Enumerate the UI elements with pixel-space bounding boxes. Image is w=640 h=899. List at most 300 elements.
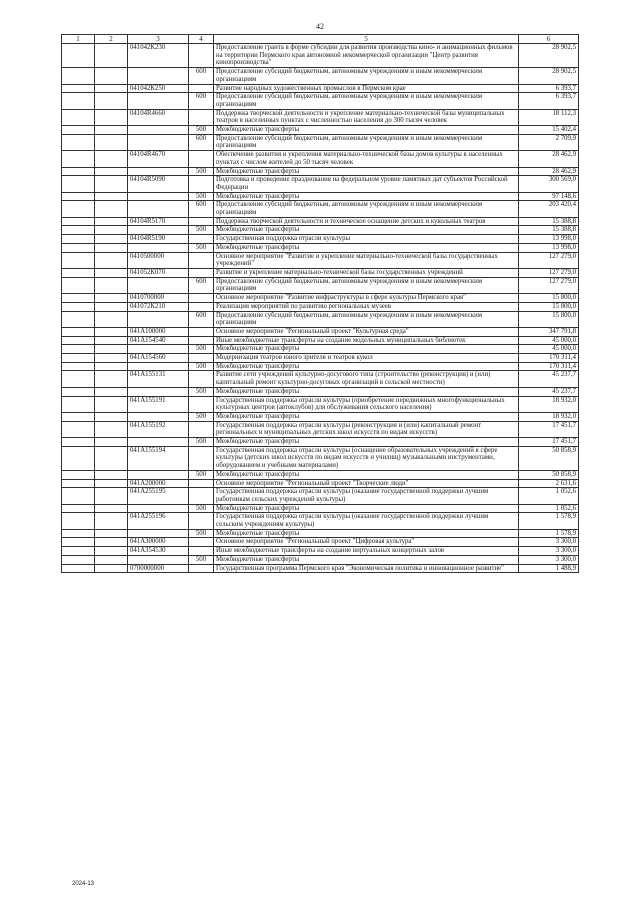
- cell-code: 04104R5190: [128, 235, 189, 244]
- cell-amount: 203 420,4: [519, 201, 579, 217]
- cell-group: 600: [189, 277, 214, 293]
- cell-col1: [62, 217, 95, 226]
- cell-name: Развитие и укрепление материально-технической базы государственных учреждений: [214, 268, 519, 277]
- cell-group: [189, 396, 214, 412]
- cell-col1: [62, 192, 95, 201]
- table-row: [62, 252, 579, 268]
- cell-col2: [95, 396, 128, 412]
- cell-name: Межбюджетные трансферты: [214, 555, 519, 564]
- table-row: [62, 93, 579, 109]
- cell-col1: [62, 68, 95, 84]
- cell-col2: [95, 327, 128, 336]
- cell-code: [128, 470, 189, 479]
- cell-code: 041A155191: [128, 396, 189, 412]
- cell-name: Основное мероприятие "Региональный проект "Творческие люди": [214, 479, 519, 488]
- cell-group: [189, 446, 214, 470]
- cell-code: 041A155131: [128, 371, 189, 387]
- cell-col1: [62, 538, 95, 547]
- cell-code: [128, 167, 189, 176]
- cell-col1: [62, 412, 95, 421]
- cell-col1: [62, 176, 95, 192]
- cell-code: 041072К210: [128, 302, 189, 311]
- cell-col2: [95, 488, 128, 504]
- table-row: [62, 84, 579, 93]
- cell-group: [189, 513, 214, 529]
- cell-name: Обеспечение развития и укрепления материально-технической базы домов культуры в населенных пунктах с числом жителей до 50 тысяч человек: [214, 151, 519, 167]
- cell-col1: [62, 151, 95, 167]
- cell-name: Предоставление субсидий бюджетным, автономным учреждениям и иным некоммерческим организациям: [214, 277, 519, 293]
- cell-code: [128, 412, 189, 421]
- table-row: [62, 68, 579, 84]
- cell-name: Межбюджетные трансферты: [214, 387, 519, 396]
- cell-name: Поддержка творческой деятельности и укрепление материально-технической базы муниципальных театров в населенных пунктах с численностью населения до 300 тысяч человек: [214, 109, 519, 125]
- cell-col1: [62, 84, 95, 93]
- cell-col2: [95, 564, 128, 573]
- cell-col2: [95, 294, 128, 303]
- table-row: [62, 396, 579, 412]
- cell-group: 500: [189, 504, 214, 513]
- cell-col2: [95, 201, 128, 217]
- cell-col1: [62, 396, 95, 412]
- cell-col2: [95, 167, 128, 176]
- table-row: [62, 327, 579, 336]
- cell-amount: 1 488,9: [519, 564, 579, 573]
- cell-name: Межбюджетные трансферты: [214, 126, 519, 135]
- cell-name: Межбюджетные трансферты: [214, 243, 519, 252]
- header-cell-3: 3: [128, 35, 189, 44]
- cell-amount: 28 462,9: [519, 167, 579, 176]
- cell-name: Предоставление субсидий бюджетным, автономным учреждениям и иным некоммерческим организациям: [214, 201, 519, 217]
- cell-code: [128, 311, 189, 327]
- cell-col2: [95, 109, 128, 125]
- cell-name: Развитие народных художественных промыслов в Пермском крае: [214, 84, 519, 93]
- table-row: [62, 504, 579, 513]
- cell-col2: [95, 555, 128, 564]
- cell-code: 0700000000: [128, 564, 189, 573]
- cell-amount: 3 300,0: [519, 547, 579, 556]
- table-row: [62, 151, 579, 167]
- cell-col2: [95, 504, 128, 513]
- cell-name: Межбюджетные трансферты: [214, 529, 519, 538]
- cell-group: 500: [189, 555, 214, 564]
- table-row: [62, 277, 579, 293]
- cell-name: Государственная поддержка отрасли культуры (оказание государственной поддержки лучшим сельским учреждениям культуры): [214, 513, 519, 529]
- cell-col1: [62, 126, 95, 135]
- footer-code: 2024-13: [72, 881, 95, 887]
- cell-group: [189, 336, 214, 345]
- cell-group: 500: [189, 345, 214, 354]
- table-row: [62, 268, 579, 277]
- cell-col1: [62, 513, 95, 529]
- table-row: [62, 217, 579, 226]
- table-row: [62, 362, 579, 371]
- cell-name: Иные межбюджетные трансферты на создание виртуальных концертных залов: [214, 547, 519, 556]
- cell-name: Межбюджетные трансферты: [214, 412, 519, 421]
- cell-code: 04104R5170: [128, 217, 189, 226]
- cell-name: Межбюджетные трансферты: [214, 226, 519, 235]
- cell-col1: [62, 547, 95, 556]
- cell-name: Реализация мероприятий по развитию региональных музеев: [214, 302, 519, 311]
- cell-code: [128, 226, 189, 235]
- table-row: [62, 371, 579, 387]
- cell-code: [128, 504, 189, 513]
- cell-col1: [62, 167, 95, 176]
- cell-code: [128, 134, 189, 150]
- cell-col2: [95, 446, 128, 470]
- cell-amount: 18 932,0: [519, 412, 579, 421]
- cell-code: 041A255195: [128, 488, 189, 504]
- cell-code: 041042К230: [128, 44, 189, 68]
- cell-col2: [95, 68, 128, 84]
- table-row: [62, 134, 579, 150]
- cell-name: Предоставление субсидий бюджетным, автономным учреждениям и иным некоммерческим организациям: [214, 93, 519, 109]
- cell-group: 500: [189, 362, 214, 371]
- cell-name: Государственная поддержка отрасли культуры (оказание государственной поддержки лучшим работникам сельских учреждений культуры): [214, 488, 519, 504]
- cell-col1: [62, 371, 95, 387]
- cell-group: [189, 479, 214, 488]
- cell-name: Межбюджетные трансферты: [214, 438, 519, 447]
- cell-name: Межбюджетные трансферты: [214, 470, 519, 479]
- cell-group: [189, 302, 214, 311]
- cell-col1: [62, 277, 95, 293]
- cell-amount: 45 237,7: [519, 371, 579, 387]
- table-row: [62, 192, 579, 201]
- cell-col1: [62, 446, 95, 470]
- cell-amount: 13 998,0: [519, 243, 579, 252]
- cell-amount: 127 279,0: [519, 252, 579, 268]
- header-cell-1: 1: [62, 35, 95, 44]
- header-cell-2: 2: [95, 35, 128, 44]
- cell-amount: 50 858,9: [519, 470, 579, 479]
- cell-amount: 45 000,0: [519, 336, 579, 345]
- cell-group: 500: [189, 243, 214, 252]
- cell-amount: 50 858,9: [519, 446, 579, 470]
- cell-group: 500: [189, 126, 214, 135]
- cell-amount: 3 300,0: [519, 538, 579, 547]
- budget-table: [61, 34, 579, 573]
- cell-col2: [95, 529, 128, 538]
- cell-code: [128, 345, 189, 354]
- cell-group: 500: [189, 529, 214, 538]
- cell-amount: 18 112,3: [519, 109, 579, 125]
- cell-group: [189, 371, 214, 387]
- cell-col2: [95, 243, 128, 252]
- cell-col1: [62, 294, 95, 303]
- cell-name: Предоставление субсидий бюджетным, автономным учреждениям и иным некоммерческим организациям: [214, 68, 519, 84]
- cell-amount: 127 279,0: [519, 268, 579, 277]
- cell-col1: [62, 235, 95, 244]
- cell-group: [189, 252, 214, 268]
- cell-amount: 17 451,7: [519, 421, 579, 437]
- cell-code: 04104R5090: [128, 176, 189, 192]
- cell-code: 041A155194: [128, 446, 189, 470]
- cell-amount: 45 237,7: [519, 387, 579, 396]
- cell-name: Модернизация театров юного зрителя и театров кукол: [214, 354, 519, 363]
- cell-amount: 15 402,4: [519, 126, 579, 135]
- cell-col1: [62, 268, 95, 277]
- table-row: [62, 412, 579, 421]
- cell-code: 04104R4670: [128, 151, 189, 167]
- cell-amount: 1 052,6: [519, 504, 579, 513]
- cell-code: [128, 126, 189, 135]
- cell-group: [189, 217, 214, 226]
- cell-col2: [95, 438, 128, 447]
- cell-group: 500: [189, 192, 214, 201]
- cell-col2: [95, 268, 128, 277]
- table-row: [62, 345, 579, 354]
- header-cell-6: 6: [519, 35, 579, 44]
- cell-code: [128, 192, 189, 201]
- table-row: [62, 564, 579, 573]
- cell-col2: [95, 311, 128, 327]
- cell-amount: 28 902,5: [519, 68, 579, 84]
- cell-amount: 15 800,0: [519, 294, 579, 303]
- cell-code: 041A155192: [128, 421, 189, 437]
- cell-group: [189, 294, 214, 303]
- table-header-row: [62, 35, 579, 44]
- table-row: [62, 538, 579, 547]
- cell-col1: [62, 387, 95, 396]
- cell-amount: 15 388,8: [519, 226, 579, 235]
- cell-code: 041A354530: [128, 547, 189, 556]
- table-body: [62, 35, 579, 573]
- cell-col2: [95, 93, 128, 109]
- table-row: [62, 446, 579, 470]
- cell-amount: 1 578,9: [519, 529, 579, 538]
- cell-amount: 300 569,0: [519, 176, 579, 192]
- cell-code: 0410700000: [128, 294, 189, 303]
- cell-group: [189, 421, 214, 437]
- cell-col2: [95, 235, 128, 244]
- cell-code: [128, 387, 189, 396]
- cell-group: [189, 151, 214, 167]
- cell-code: 041A154560: [128, 354, 189, 363]
- cell-group: 600: [189, 311, 214, 327]
- cell-name: Межбюджетные трансферты: [214, 504, 519, 513]
- cell-name: Государственная поддержка отрасли культуры (приобретение передвижных многофункциональных культурных центров (автоклубов) для обслуживания сельского населения): [214, 396, 519, 412]
- table-row: [62, 302, 579, 311]
- cell-group: 600: [189, 68, 214, 84]
- cell-col2: [95, 252, 128, 268]
- cell-group: [189, 547, 214, 556]
- cell-col2: [95, 336, 128, 345]
- cell-col1: [62, 226, 95, 235]
- cell-amount: 45 000,0: [519, 345, 579, 354]
- cell-amount: 15 800,0: [519, 302, 579, 311]
- cell-code: [128, 68, 189, 84]
- cell-name: Государственная поддержка отрасли культуры: [214, 235, 519, 244]
- cell-col2: [95, 151, 128, 167]
- cell-amount: 1 578,9: [519, 513, 579, 529]
- table-row: [62, 387, 579, 396]
- cell-amount: 170 311,4: [519, 354, 579, 363]
- cell-code: 041A100000: [128, 327, 189, 336]
- cell-col2: [95, 421, 128, 437]
- cell-group: [189, 538, 214, 547]
- table-row: [62, 488, 579, 504]
- cell-group: [189, 84, 214, 93]
- cell-group: [189, 176, 214, 192]
- cell-amount: 28 902,5: [519, 44, 579, 68]
- cell-col2: [95, 513, 128, 529]
- cell-col1: [62, 564, 95, 573]
- cell-amount: 2 709,9: [519, 134, 579, 150]
- table-row: [62, 176, 579, 192]
- cell-col2: [95, 412, 128, 421]
- table-row: [62, 479, 579, 488]
- table-row: [62, 438, 579, 447]
- cell-amount: 13 998,0: [519, 235, 579, 244]
- cell-name: Предоставление субсидий бюджетным, автономным учреждениям и иным некоммерческим организациям: [214, 311, 519, 327]
- cell-code: 041A300000: [128, 538, 189, 547]
- cell-amount: 6 393,7: [519, 93, 579, 109]
- cell-amount: 2 631,6: [519, 479, 579, 488]
- cell-amount: 28 462,9: [519, 151, 579, 167]
- cell-group: [189, 354, 214, 363]
- cell-name: Подготовка и проведение празднования на федеральном уровне памятных дат субъектов Российской Федерации: [214, 176, 519, 192]
- cell-col2: [95, 387, 128, 396]
- cell-col1: [62, 504, 95, 513]
- table-row: [62, 243, 579, 252]
- cell-name: Предоставление гранта в форме субсидии для развития производства кино- и анимационных фильмов на территории Пермского края автономной некоммерческой организации "Центр развития кинопроизводства": [214, 44, 519, 68]
- cell-col2: [95, 371, 128, 387]
- cell-group: [189, 488, 214, 504]
- cell-col2: [95, 84, 128, 93]
- table-row: [62, 126, 579, 135]
- cell-name: Основное мероприятие "Развитие инфраструктуры в сфере культуры Пермского края": [214, 294, 519, 303]
- cell-col1: [62, 327, 95, 336]
- table-row: [62, 201, 579, 217]
- cell-code: [128, 555, 189, 564]
- cell-group: 500: [189, 226, 214, 235]
- cell-col1: [62, 479, 95, 488]
- cell-name: Государственная программа Пермского края "Экономическая политика и инновационное развитие": [214, 564, 519, 573]
- cell-col2: [95, 302, 128, 311]
- cell-code: 041042К250: [128, 84, 189, 93]
- cell-group: 500: [189, 438, 214, 447]
- cell-code: [128, 93, 189, 109]
- header-cell-4: 4: [189, 35, 214, 44]
- cell-group: [189, 235, 214, 244]
- table-row: [62, 354, 579, 363]
- cell-col1: [62, 201, 95, 217]
- cell-name: Межбюджетные трансферты: [214, 345, 519, 354]
- cell-group: 500: [189, 470, 214, 479]
- cell-name: Основное мероприятие "Региональный проект "Культурная среда": [214, 327, 519, 336]
- table-row: [62, 421, 579, 437]
- cell-amount: 18 932,0: [519, 396, 579, 412]
- page-number: 42: [316, 22, 324, 31]
- cell-code: [128, 438, 189, 447]
- cell-amount: 3 300,0: [519, 555, 579, 564]
- cell-group: [189, 564, 214, 573]
- cell-name: Государственная поддержка отрасли культуры (реконструкция и (или) капитальный ремонт региональных и муниципальных детских школ искусств по видам искусств): [214, 421, 519, 437]
- cell-amount: 170 311,4: [519, 362, 579, 371]
- cell-group: [189, 327, 214, 336]
- cell-group: 500: [189, 387, 214, 396]
- cell-group: 600: [189, 201, 214, 217]
- cell-amount: 15 388,8: [519, 217, 579, 226]
- cell-col2: [95, 479, 128, 488]
- cell-col2: [95, 126, 128, 135]
- table-row: [62, 529, 579, 538]
- cell-amount: 127 279,0: [519, 277, 579, 293]
- table-row: [62, 547, 579, 556]
- table-row: [62, 109, 579, 125]
- cell-group: 600: [189, 93, 214, 109]
- cell-col1: [62, 470, 95, 479]
- cell-name: Основное мероприятие "Развитие и укрепление материально-технической базы государственных учреждений": [214, 252, 519, 268]
- cell-code: 041A255196: [128, 513, 189, 529]
- cell-name: Основное мероприятие "Региональный проект "Цифровая культура": [214, 538, 519, 547]
- cell-amount: 97 148,6: [519, 192, 579, 201]
- cell-col1: [62, 362, 95, 371]
- cell-col2: [95, 192, 128, 201]
- cell-col1: [62, 93, 95, 109]
- cell-col1: [62, 243, 95, 252]
- cell-col2: [95, 176, 128, 192]
- table-row: [62, 555, 579, 564]
- table-row: [62, 235, 579, 244]
- cell-col2: [95, 362, 128, 371]
- cell-col1: [62, 529, 95, 538]
- cell-amount: 1 052,6: [519, 488, 579, 504]
- cell-col2: [95, 345, 128, 354]
- table-row: [62, 311, 579, 327]
- cell-name: Государственная поддержка отрасли культуры (оснащение образовательных учреждений в сфере культуры (детских школ искусств по видам искусств и училищ) музыкальными инструментами, оборудованием и учебными материалами): [214, 446, 519, 470]
- cell-group: 500: [189, 412, 214, 421]
- table-row: [62, 470, 579, 479]
- table-row: [62, 167, 579, 176]
- cell-name: Межбюджетные трансферты: [214, 167, 519, 176]
- cell-col1: [62, 421, 95, 437]
- cell-col2: [95, 134, 128, 150]
- cell-name: Развитие сети учреждений культурно-досугового типа (строительство (реконструкция) и (или) капитальный ремонт культурно-досуговых организаций в сельской местности): [214, 371, 519, 387]
- cell-code: [128, 277, 189, 293]
- cell-col2: [95, 277, 128, 293]
- header-cell-5: 5: [214, 35, 519, 44]
- cell-name: Межбюджетные трансферты: [214, 192, 519, 201]
- cell-col2: [95, 470, 128, 479]
- cell-name: Поддержка творческой деятельности и техническое оснащение детских и кукольных театров: [214, 217, 519, 226]
- cell-col1: [62, 555, 95, 564]
- cell-col2: [95, 44, 128, 68]
- cell-col1: [62, 354, 95, 363]
- cell-col1: [62, 44, 95, 68]
- cell-col1: [62, 302, 95, 311]
- cell-group: 600: [189, 134, 214, 150]
- cell-col1: [62, 438, 95, 447]
- cell-group: [189, 109, 214, 125]
- cell-name: Предоставление субсидий бюджетным, автономным учреждениям и иным некоммерческим организациям: [214, 134, 519, 150]
- cell-code: 0410500000: [128, 252, 189, 268]
- cell-col1: [62, 336, 95, 345]
- cell-group: [189, 268, 214, 277]
- cell-code: 04104R4660: [128, 109, 189, 125]
- cell-col2: [95, 226, 128, 235]
- cell-code: [128, 529, 189, 538]
- table-row: [62, 226, 579, 235]
- cell-col2: [95, 217, 128, 226]
- cell-amount: 17 451,7: [519, 438, 579, 447]
- cell-code: [128, 243, 189, 252]
- cell-group: [189, 44, 214, 68]
- cell-col1: [62, 109, 95, 125]
- cell-amount: 15 800,0: [519, 311, 579, 327]
- cell-name: Межбюджетные трансферты: [214, 362, 519, 371]
- cell-col2: [95, 354, 128, 363]
- table-row: [62, 44, 579, 68]
